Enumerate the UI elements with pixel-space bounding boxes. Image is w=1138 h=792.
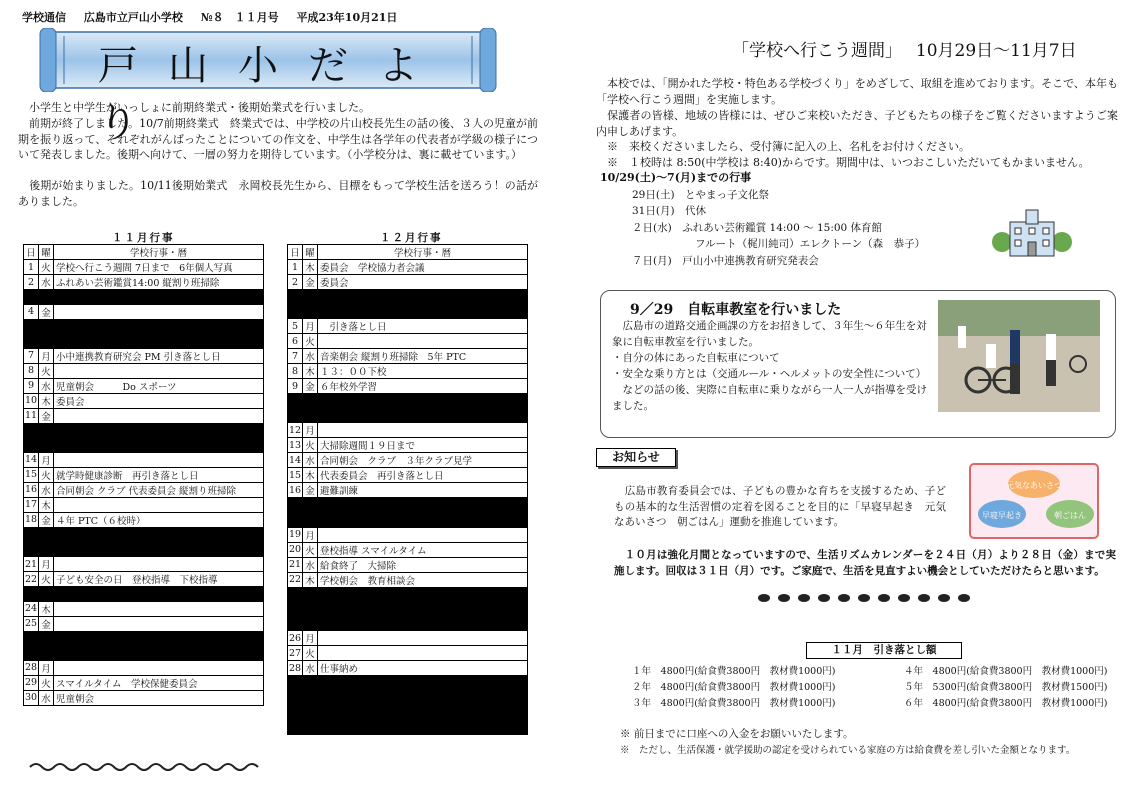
calendar-row bbox=[24, 660, 264, 675]
event-cell: 登校指導 スマイルタイム bbox=[318, 542, 528, 557]
blackout-cell bbox=[24, 527, 264, 556]
day-cell: 16 bbox=[288, 484, 302, 496]
day-cell: 29 bbox=[24, 677, 38, 689]
calendar-blackout-row bbox=[24, 527, 264, 556]
poster-label-breakfast: 朝ごはん bbox=[1054, 511, 1086, 520]
week-note-1: ※ 来校くださいましたら、受付簿に記入の上、名札をお付けください。 bbox=[596, 140, 970, 153]
day-cell: 22 bbox=[288, 574, 302, 586]
weekday-cell: 水 bbox=[39, 482, 54, 497]
blackout-cell bbox=[24, 587, 264, 602]
weekday-cell: 月 bbox=[303, 319, 318, 334]
blackout-cell bbox=[288, 394, 528, 423]
day-cell: 14 bbox=[288, 454, 302, 466]
fee-row: ４年 4800円(給食費3800円 教材費1000円) bbox=[904, 666, 1108, 677]
weekday-cell: 火 bbox=[303, 438, 318, 453]
header-weekday: 曜 bbox=[303, 245, 318, 260]
event-cell: 音楽朝会 縦割り班掃除 5年 PTC bbox=[318, 349, 528, 364]
notice-bold-text: １０月は強化月間となっていますので、生活リズムカレンダーを２４日（月）より２８日（金）まで実施します。回収は３１日（月）です。ご家庭で、生活を見直すよい機会としていただけたらと思います。 bbox=[614, 549, 1116, 577]
event-cell bbox=[54, 304, 264, 319]
calendar-row bbox=[288, 483, 528, 498]
decorative-border-graphic bbox=[28, 760, 268, 774]
day-cell: 21 bbox=[24, 558, 38, 570]
calendar-row bbox=[288, 364, 528, 379]
day-cell: 28 bbox=[288, 662, 302, 674]
day-cell: 5 bbox=[288, 319, 303, 334]
event-cell bbox=[318, 631, 528, 646]
fee-row: ２年 4800円(給食費3800円 教材費1000円) bbox=[632, 682, 836, 693]
week-events bbox=[600, 170, 1000, 269]
calendar-row bbox=[24, 572, 264, 587]
hayane-poster bbox=[968, 462, 1100, 540]
day-cell: 9 bbox=[288, 379, 303, 394]
fee-row: ５年 5300円(給食費3800円 教材費1500円) bbox=[904, 682, 1108, 693]
weekday-cell: 金 bbox=[303, 275, 318, 290]
week-paragraph-2: 保護者の皆様、地域の皆様には、ぜひご来校いただき、子どもたちの様子をご覧くださいますようご案内申しあげます。 bbox=[596, 109, 1118, 138]
event-cell bbox=[318, 423, 528, 438]
calendar-row bbox=[24, 348, 264, 363]
weekday-cell: 月 bbox=[303, 527, 318, 542]
calendar-row bbox=[24, 690, 264, 705]
calendar-row bbox=[24, 393, 264, 408]
event-cell: 避難訓練 bbox=[318, 483, 528, 498]
event-cell: 委員会 bbox=[54, 393, 264, 408]
event-cell: スマイルタイム 学校保健委員会 bbox=[54, 675, 264, 690]
day-cell: 12 bbox=[288, 424, 302, 436]
term-end-paragraph: 前期が終了しました。10/7前期終業式 終業式では、中学校の片山校長先生の話の後、３人の児童が前期を振り返って、それぞれがんばったことについての作文を、中学生は各学年の代表者が学級の様子について発表しました。後期へ向けて、一層の努力を期待しています。（小学校分は、裏に載せています。） bbox=[18, 117, 538, 161]
weekday-cell: 木 bbox=[303, 468, 318, 483]
weekday-cell: 火 bbox=[39, 572, 54, 587]
calendar-row bbox=[24, 304, 264, 319]
header-label: 学校通信 bbox=[22, 11, 66, 24]
calendar-row bbox=[24, 408, 264, 423]
calendar-row bbox=[288, 334, 528, 349]
intro-paragraph: 小学生と中学生がいっしょに前期終業式・後期始業式を行いました。 bbox=[18, 101, 370, 114]
calendar-blackout-row bbox=[288, 290, 528, 319]
weekday-cell: 火 bbox=[39, 260, 54, 275]
header-date: 平成23年10月21日 bbox=[296, 11, 398, 24]
calendar-blackout-row bbox=[24, 319, 264, 348]
fee-row: １年 4800円(給食費3800円 教材費1000円) bbox=[632, 666, 836, 677]
blackout-cell bbox=[24, 631, 264, 660]
header-issue: №８ １１月号 bbox=[200, 11, 279, 24]
day-cell: 1 bbox=[288, 260, 303, 275]
weekday-cell: 火 bbox=[303, 334, 318, 349]
event-cell bbox=[54, 660, 264, 675]
bike-class-title: 9／29 自転車教室を行いました bbox=[630, 302, 842, 318]
day-cell: 10 bbox=[24, 395, 38, 407]
event-cell: 合同朝会 クラブ ３年クラブ見学 bbox=[318, 453, 528, 468]
day-cell: 9 bbox=[24, 378, 39, 393]
calendar-row bbox=[288, 319, 528, 334]
term-start-paragraph: 後期が始まりました。10/11後期始業式 永岡校長先生から、目標をもって学校生活を送ろう！の話がありました。 bbox=[18, 179, 538, 208]
event-item: フルート（梶川純司）エレクトーン（森 恭子） bbox=[632, 238, 926, 250]
weekday-cell: 水 bbox=[39, 275, 54, 290]
calendar-row bbox=[288, 379, 528, 394]
weekday-cell: 木 bbox=[39, 393, 54, 408]
fee-row: ６年 4800円(給食費3800円 教材費1000円) bbox=[904, 698, 1108, 709]
event-cell bbox=[54, 497, 264, 512]
notice-tag: お知らせ bbox=[596, 448, 676, 467]
calendar-row bbox=[288, 631, 528, 646]
weekday-cell: 月 bbox=[303, 631, 318, 646]
weekday-cell: 火 bbox=[39, 363, 54, 378]
header-event: 学校行事・暦 bbox=[54, 245, 264, 260]
calendar-header-row bbox=[288, 245, 528, 260]
event-cell: １３：００下校 bbox=[318, 364, 528, 379]
day-cell: 16 bbox=[24, 484, 38, 496]
day-cell: 13 bbox=[288, 439, 302, 451]
event-item: ７日(月) 戸山小中連携教育研究発表会 bbox=[632, 254, 819, 267]
week-paragraph-1: 本校では、「開かれた学校・特色ある学校づくり」をめざして、取組を進めております。そこで、本年も「学校へ行こう週間」を実施します。 bbox=[596, 77, 1118, 106]
day-cell: 14 bbox=[24, 454, 38, 466]
week-note-2: ※ １校時は 8:50(中学校は 8:40)からです。期間中は、いつおこしいただいてもかまいません。 bbox=[596, 156, 1090, 169]
calendar-row bbox=[288, 646, 528, 661]
header-day: 日 bbox=[288, 245, 303, 260]
day-cell: 22 bbox=[24, 573, 38, 585]
header-weekday: 曜 bbox=[39, 245, 54, 260]
weekday-cell: 木 bbox=[303, 572, 318, 587]
header-school: 広島市立戸山小学校 bbox=[83, 11, 183, 24]
calendar-blackout-row bbox=[24, 587, 264, 602]
weekday-cell: 金 bbox=[39, 304, 54, 319]
blackout-cell bbox=[288, 587, 528, 631]
header bbox=[22, 9, 542, 25]
banner-title: 戸山小だより bbox=[98, 43, 448, 146]
calendar-blackout-row bbox=[288, 498, 528, 527]
weekday-cell: 木 bbox=[303, 364, 318, 379]
weekday-cell: 金 bbox=[39, 512, 54, 527]
event-cell: 小中連携教育研究会 PM 引き落とし日 bbox=[54, 348, 264, 363]
weekday-cell: 月 bbox=[303, 423, 318, 438]
event-cell: 就学時健康診断 再引き落とし日 bbox=[54, 467, 264, 482]
calendar-row bbox=[24, 616, 264, 631]
calendar-row bbox=[24, 260, 264, 275]
day-cell: 8 bbox=[24, 363, 39, 378]
day-cell: 2 bbox=[288, 275, 303, 290]
weekday-cell: 水 bbox=[303, 349, 318, 364]
event-item: ２日(水) ふれあい芸術鑑賞 14:00 ～ 15:00 体育館 bbox=[632, 221, 883, 234]
calendar-row bbox=[24, 497, 264, 512]
event-cell bbox=[54, 452, 264, 467]
event-cell: ６年校外学習 bbox=[318, 379, 528, 394]
weekday-cell: 木 bbox=[303, 260, 318, 275]
weekday-cell: 火 bbox=[303, 542, 318, 557]
event-cell: 合同朝会 クラブ 代表委員会 縦割り班掃除 bbox=[54, 482, 264, 497]
calendar-row bbox=[24, 467, 264, 482]
calendar-row bbox=[288, 349, 528, 364]
bike-line: ・安全な乗り方とは（交通ルール・ヘルメットの安全性について） bbox=[612, 368, 927, 380]
day-cell: 6 bbox=[288, 334, 303, 349]
day-cell: 8 bbox=[288, 364, 303, 379]
week-heading: 「学校へ行こう週間」 10月29日～11月7日 bbox=[732, 41, 1077, 61]
bike-class-text bbox=[612, 318, 934, 414]
event-cell bbox=[318, 646, 528, 661]
bike-line: ・自分の体にあった自転車について bbox=[612, 352, 780, 364]
calendar-header-row bbox=[24, 245, 264, 260]
blackout-cell bbox=[24, 319, 264, 348]
weekday-cell: 金 bbox=[303, 483, 318, 498]
blackout-cell bbox=[288, 498, 528, 527]
day-cell: 2 bbox=[24, 275, 39, 290]
blackout-cell bbox=[288, 290, 528, 319]
fee-list-right bbox=[904, 664, 1107, 712]
day-cell: 19 bbox=[288, 529, 302, 541]
day-cell: 21 bbox=[288, 559, 302, 571]
day-cell: 27 bbox=[288, 647, 302, 659]
weekday-cell: 水 bbox=[39, 690, 54, 705]
day-cell: 15 bbox=[24, 469, 38, 481]
calendar-row bbox=[24, 482, 264, 497]
calendar-row bbox=[24, 557, 264, 572]
weekday-cell: 月 bbox=[39, 348, 54, 363]
calendar-row bbox=[288, 423, 528, 438]
fee-footnote-1: ※ 前日までに口座への入金をお願いいたします。 bbox=[620, 728, 854, 740]
event-cell: ふれあい芸術鑑賞14:00 縦割り班掃除 bbox=[54, 275, 264, 290]
day-cell: 7 bbox=[288, 349, 303, 364]
event-cell: 大掃除週間１９日まで bbox=[318, 438, 528, 453]
calendar-row bbox=[288, 661, 528, 676]
weekday-cell: 水 bbox=[303, 661, 318, 676]
event-cell: 児童朝会 bbox=[54, 690, 264, 705]
calendar-blackout-row bbox=[288, 394, 528, 423]
calendar-row bbox=[288, 527, 528, 542]
event-cell: 委員会 bbox=[318, 275, 528, 290]
weekday-cell: 火 bbox=[303, 646, 318, 661]
event-cell: 学校へ行こう週間 7日まで 6年個人写真 bbox=[54, 260, 264, 275]
nov-calendar-title: １１月行事 bbox=[112, 232, 175, 244]
calendar-blackout-row bbox=[288, 587, 528, 631]
event-cell bbox=[54, 408, 264, 423]
event-cell bbox=[318, 334, 528, 349]
weekday-cell: 月 bbox=[39, 660, 54, 675]
nov-calendar bbox=[23, 244, 264, 706]
calendar-blackout-row bbox=[24, 631, 264, 660]
event-cell bbox=[54, 601, 264, 616]
dec-calendar-title: １２月行事 bbox=[380, 232, 443, 244]
calendar-row bbox=[24, 512, 264, 527]
calendar-row bbox=[288, 557, 528, 572]
day-cell: 7 bbox=[24, 348, 39, 363]
event-cell: 子ども安全の日 登校指導 下校指導 bbox=[54, 572, 264, 587]
calendar-row bbox=[24, 452, 264, 467]
fee-row: ３年 4800円(給食費3800円 教材費1000円) bbox=[632, 698, 836, 709]
calendar-row bbox=[288, 572, 528, 587]
calendar-row bbox=[288, 453, 528, 468]
weekday-cell: 月 bbox=[39, 557, 54, 572]
weekday-cell: 火 bbox=[39, 467, 54, 482]
event-cell: 引き落とし日 bbox=[318, 319, 528, 334]
weekday-cell: 木 bbox=[39, 601, 54, 616]
notice-text: 広島市教育委員会では、子どもの豊かな育ちを支援するため、子どもの基本的な生活習慣の定着を図ることを目的に「早寝早起き 元気なあいさつ 朝ごはん」運動を推進しています。 bbox=[614, 485, 946, 528]
header-day: 日 bbox=[24, 245, 39, 260]
weekday-cell: 火 bbox=[39, 675, 54, 690]
header-event: 学校行事・暦 bbox=[318, 245, 528, 260]
calendar-row bbox=[288, 438, 528, 453]
weekday-cell: 金 bbox=[39, 616, 54, 631]
event-cell bbox=[54, 557, 264, 572]
event-cell bbox=[54, 616, 264, 631]
event-cell: 給食終了 大掃除 bbox=[318, 557, 528, 572]
poster-label-greeting: 元気なあいさつ bbox=[1006, 481, 1062, 490]
calendar-row bbox=[288, 542, 528, 557]
weekday-cell: 水 bbox=[39, 378, 54, 393]
calendar-row bbox=[24, 363, 264, 378]
calendar-row bbox=[24, 275, 264, 290]
day-cell: 20 bbox=[288, 544, 302, 556]
fee-list-left bbox=[632, 664, 835, 712]
calendar-blackout-row bbox=[288, 676, 528, 734]
calendar-blackout-row bbox=[24, 290, 264, 305]
day-cell: 18 bbox=[24, 514, 38, 526]
fee-title: １１月 引き落とし額 bbox=[806, 642, 962, 659]
calendar-row bbox=[288, 260, 528, 275]
day-cell: 4 bbox=[24, 304, 39, 319]
day-cell: 11 bbox=[24, 410, 38, 422]
dec-calendar bbox=[287, 244, 528, 735]
calendar-blackout-row bbox=[24, 423, 264, 452]
event-cell bbox=[318, 527, 528, 542]
fee-footnote-2: ※ ただし、生活保護・就学援助の認定を受けられている家庭の方は給食費を差し引いた金額となります。 bbox=[620, 745, 1076, 756]
day-cell: 26 bbox=[288, 632, 302, 644]
event-item: 31日(月) 代休 bbox=[632, 205, 707, 217]
event-cell: 児童朝会 Do スポーツ bbox=[54, 378, 264, 393]
school-building-icon bbox=[990, 208, 1074, 260]
weekday-cell: 水 bbox=[303, 557, 318, 572]
blackout-cell bbox=[288, 676, 528, 734]
event-cell bbox=[54, 363, 264, 378]
weekday-cell: 月 bbox=[39, 452, 54, 467]
day-cell: 25 bbox=[24, 618, 38, 630]
bike-line: などの話の後、実際に自転車に乗りながら一人一人が指導を受けました。 bbox=[612, 384, 927, 412]
calendar-row bbox=[288, 275, 528, 290]
event-cell: ４年 PTC（６校時） bbox=[54, 512, 264, 527]
calendar-row bbox=[24, 378, 264, 393]
calendar-row bbox=[24, 601, 264, 616]
bike-line: 広島市の道路交通企画課の方をお招きして、３年生～６年生を対象に自転車教室を行いました。 bbox=[612, 320, 927, 348]
event-cell: 代表委員会 再引き落とし日 bbox=[318, 468, 528, 483]
blackout-cell bbox=[24, 423, 264, 452]
day-cell: 24 bbox=[24, 603, 38, 615]
event-item: 29日(土) とやまっ子文化祭 bbox=[632, 188, 770, 201]
day-cell: 30 bbox=[24, 692, 38, 704]
bike-class-photo bbox=[938, 300, 1100, 412]
event-cell: 委員会 学校協力者会議 bbox=[318, 260, 528, 275]
weekday-cell: 金 bbox=[39, 408, 54, 423]
leaf-decoration bbox=[754, 588, 980, 608]
weekday-cell: 金 bbox=[303, 379, 318, 394]
weekday-cell: 木 bbox=[39, 497, 54, 512]
event-cell: 学校朝会 教育相談会 bbox=[318, 572, 528, 587]
day-cell: 28 bbox=[24, 662, 38, 674]
blackout-cell bbox=[24, 290, 264, 305]
weekday-cell: 水 bbox=[303, 453, 318, 468]
calendar-row bbox=[288, 468, 528, 483]
event-cell: 仕事納め bbox=[318, 661, 528, 676]
events-title: 10/29(土)～7(月)までの行事 bbox=[600, 171, 752, 184]
day-cell: 15 bbox=[288, 469, 302, 481]
calendar-row bbox=[24, 675, 264, 690]
day-cell: 1 bbox=[24, 260, 39, 275]
day-cell: 17 bbox=[24, 499, 38, 511]
poster-label-early: 早寝早起き bbox=[982, 511, 1022, 520]
